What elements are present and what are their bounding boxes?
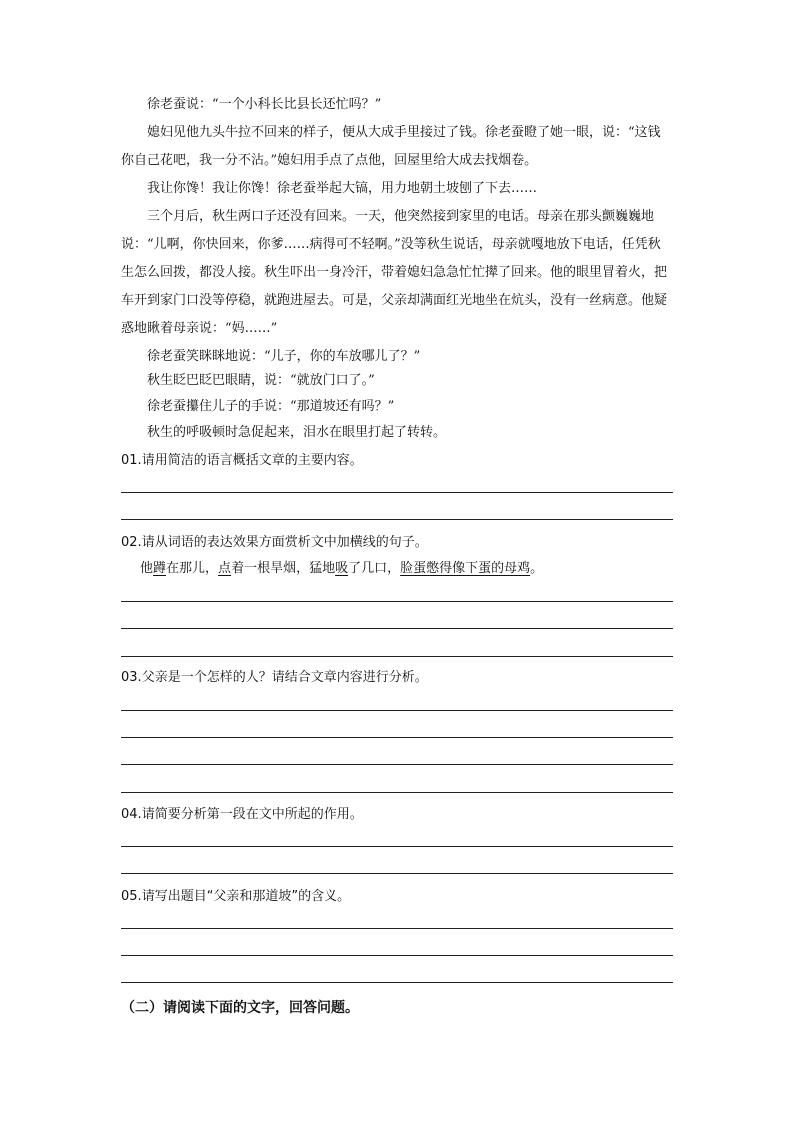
underlined-sentence bbox=[140, 559, 543, 579]
question-number: 04. bbox=[121, 807, 142, 822]
answer-line[interactable] bbox=[121, 656, 673, 657]
underlined-word: 脸蛋憋得像下蛋的母鸡 bbox=[400, 561, 531, 576]
answer-line[interactable] bbox=[121, 873, 673, 874]
underlined-word: 吸 bbox=[335, 561, 349, 576]
answer-line[interactable] bbox=[121, 710, 673, 711]
answer-line[interactable] bbox=[121, 601, 673, 602]
question-5 bbox=[121, 887, 673, 907]
answer-line[interactable] bbox=[121, 846, 673, 847]
answer-line[interactable] bbox=[121, 628, 673, 629]
underlined-word: 蹲 bbox=[153, 561, 167, 576]
answer-line[interactable] bbox=[121, 519, 673, 520]
question-number: 05. bbox=[121, 889, 142, 904]
story-paragraph: 我让你馋！我让你馋！徐老蚕举起大镐，用力地朝土坡刨了下去…… bbox=[147, 181, 538, 196]
sentence-part: 。 bbox=[530, 561, 544, 576]
answer-line[interactable] bbox=[121, 792, 673, 793]
answer-line[interactable] bbox=[121, 982, 673, 983]
question-text: 请从词语的表达效果方面赏析文中加横线的句子。 bbox=[141, 535, 428, 550]
question-number: 02. bbox=[121, 535, 142, 550]
sentence-part: 了几口， bbox=[348, 561, 401, 576]
sentence-part: 他 bbox=[140, 561, 154, 576]
question-number: 01. bbox=[121, 453, 142, 468]
answer-line[interactable] bbox=[121, 928, 673, 929]
question-2 bbox=[121, 533, 673, 553]
answer-line[interactable] bbox=[121, 955, 673, 956]
answer-line[interactable] bbox=[121, 492, 673, 493]
sentence-part: 着一根旱烟，猛地 bbox=[231, 561, 336, 576]
story-paragraph: 徐老蚕笑眯眯地说：“儿子，你的车放哪儿了？” bbox=[147, 349, 421, 364]
question-text: 请简要分析第一段在文中所起的作用。 bbox=[141, 807, 363, 822]
question-1 bbox=[121, 451, 673, 471]
story-paragraph: 徐老蚕说：“一个小科长比县长还忙吗？” bbox=[147, 97, 382, 112]
question-text: 父亲是一个怎样的人？请结合文章内容进行分析。 bbox=[141, 670, 428, 685]
underlined-word: 点 bbox=[218, 561, 232, 576]
question-3 bbox=[121, 668, 673, 688]
answer-line[interactable] bbox=[121, 764, 673, 765]
answer-line[interactable] bbox=[121, 737, 673, 738]
question-text: 请用简洁的语言概括文章的主要内容。 bbox=[141, 453, 363, 468]
question-number: 03. bbox=[121, 670, 142, 685]
story-paragraph: 秋生眨巴眨巴眼睛，说：“就放门口了。” bbox=[147, 373, 375, 388]
story-paragraph: 媳妇见他九头牛拉不回来的样子，便从大成手里接过了钱。徐老蚕瞪了她一眼，说：“这钱你自己花吧，我一分不沾。”媳妇用手点了点他，回屋里给大成去找烟卷。 bbox=[121, 125, 661, 168]
story-paragraph: 三个月后，秋生两口子还没有回来。一天，他突然接到家里的电话。母亲在那头颤巍巍地说：“儿啊，你快回来，你爹……病得可不轻啊。”没等秋生说话，母亲就嘎地放下电话，任凭秋生怎么回拨，都没人接。秋生吓出一身冷汗，带着媳妇急急忙忙撵了回来。他的眼里冒着火，把车开到家门口没等停稳，就跑进屋去。可是，父亲却满面红光地坐在炕头，没有一丝病意。他疑惑地瞅着母亲说：“妈……” bbox=[121, 209, 668, 336]
section-heading: （二）请阅读下面的文字，回答问题。 bbox=[121, 1000, 359, 1016]
sentence-part: 在那儿， bbox=[166, 561, 219, 576]
question-text: 请写出题目“父亲和那道坡”的含义。 bbox=[141, 889, 351, 904]
story-paragraph: 徐老蚕攥住儿子的手说：“那道坡还有吗？” bbox=[147, 399, 395, 414]
question-4 bbox=[121, 805, 673, 825]
story-paragraph: 秋生的呼吸顿时急促起来，泪水在眼里打起了转转。 bbox=[147, 425, 447, 440]
